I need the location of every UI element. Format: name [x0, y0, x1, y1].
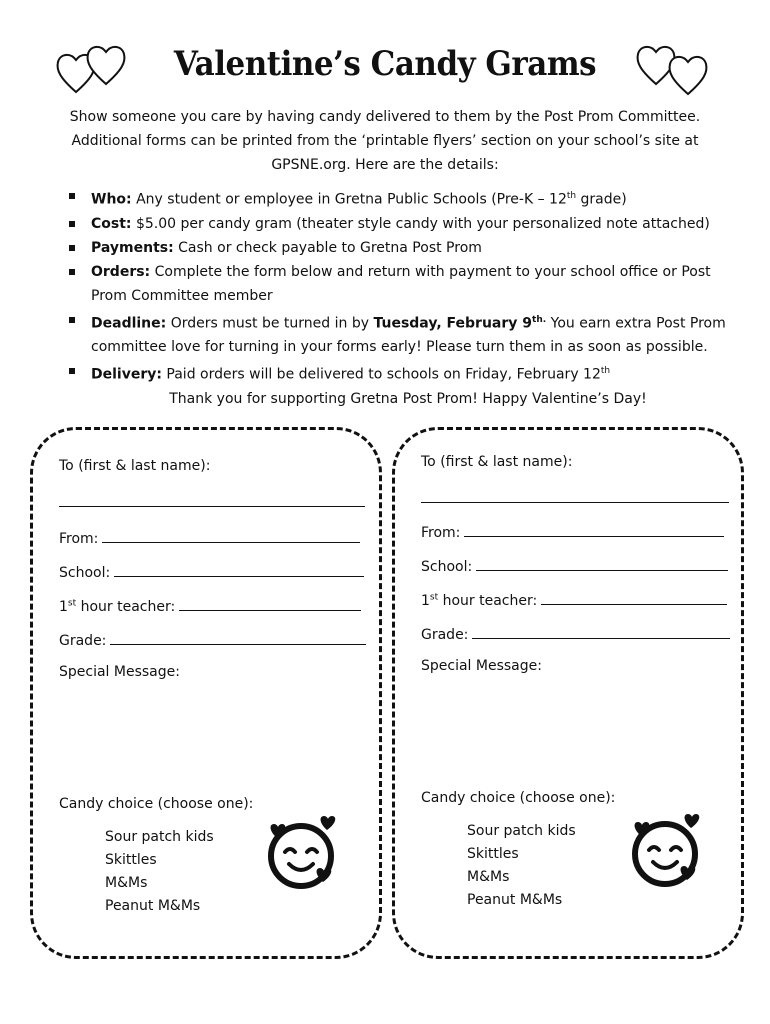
detail-payments: Payments: Cash or check payable to Gretna Post Prom	[66, 236, 736, 260]
details-list	[66, 184, 736, 387]
teacher-field[interactable]: 1st hour teacher:	[59, 596, 361, 615]
page-title: Valentine’s Candy Grams	[173, 44, 597, 84]
to-name-blank[interactable]	[59, 492, 365, 511]
order-form-card-right	[392, 427, 744, 959]
to-label: To (first & last name):	[421, 454, 573, 470]
smiley-hearts-icon	[263, 816, 341, 894]
candy-options	[105, 826, 214, 918]
grade-field[interactable]: Grade:	[59, 630, 366, 649]
detail-delivery: Delivery: Paid orders will be delivered to schools on Friday, February 12th	[66, 359, 736, 387]
detail-deadline: Deadline: Orders must be turned in by Tuesday, February $9^{th.}$ You earn extra Post Prom committee love for turning in your forms early! Please turn them in as soon as possible.	[66, 308, 736, 360]
candy-option[interactable]: Sour patch kids	[105, 829, 214, 845]
candy-choice-label: Candy choice (choose one):	[421, 790, 616, 806]
to-label: To (first & last name):	[59, 458, 211, 474]
order-form-card-left	[30, 427, 382, 959]
from-field[interactable]: From:	[59, 528, 360, 547]
smiley-hearts-icon	[627, 814, 705, 892]
candy-option[interactable]: Peanut M&Ms	[105, 898, 201, 914]
detail-cost: Cost: $5.00 per candy gram (theater style candy with your personalized note attached)	[66, 212, 736, 236]
candy-option[interactable]: Sour patch kids	[467, 823, 576, 839]
candy-option[interactable]: M&Ms	[467, 869, 510, 885]
candy-option[interactable]: Skittles	[105, 852, 157, 868]
teacher-field[interactable]: 1st hour teacher:	[421, 590, 727, 609]
school-field[interactable]: School:	[59, 562, 364, 581]
to-name-blank[interactable]	[421, 488, 729, 507]
candy-option[interactable]: Skittles	[467, 846, 519, 862]
special-message-label: Special Message:	[59, 664, 180, 680]
detail-orders: Orders: Complete the form below and return with payment to your school office or Post Prom Committee member	[66, 260, 736, 308]
thank-you-text: Thank you for supporting Gretna Post Prom! Happy Valentine’s Day!	[169, 391, 647, 407]
candy-choice-label: Candy choice (choose one):	[59, 796, 254, 812]
grade-field[interactable]: Grade:	[421, 624, 730, 643]
detail-who: Who: Any student or employee in Gretna Public Schools (Pre-K – 12th grade)	[66, 184, 736, 212]
special-message-label: Special Message:	[421, 658, 542, 674]
from-field[interactable]: From:	[421, 522, 724, 541]
candy-option[interactable]: Peanut M&Ms	[467, 892, 563, 908]
school-field[interactable]: School:	[421, 556, 728, 575]
candy-option[interactable]: M&Ms	[105, 875, 148, 891]
candy-options	[467, 820, 576, 912]
intro-text: Show someone you care by having candy delivered to them by the Post Prom Committee. Additional forms can be printed from the ‘printable flyers’ section on your school’s site at GPSNE.org. Here are the details:	[69, 109, 701, 173]
